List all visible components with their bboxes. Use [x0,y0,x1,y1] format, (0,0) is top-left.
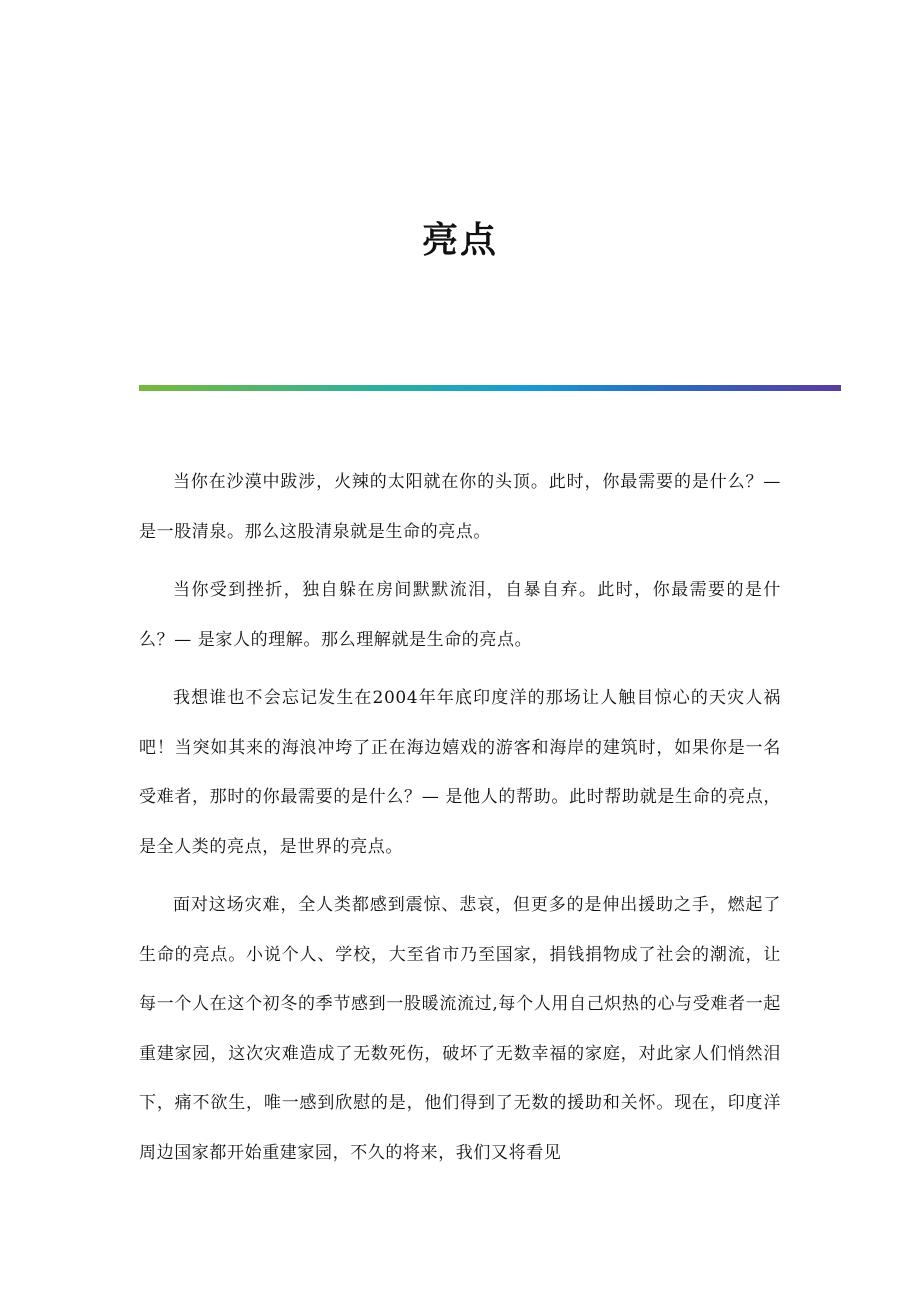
page-title: 亮点 [421,220,498,261]
article-body [139,458,781,1187]
paragraph-4: 面对这场灾难，全人类都感到震惊、悲哀，但更多的是伸出援助之手，燃起了生命的亮点。小说个人、学校，大至省市乃至国家，捐钱捐物成了社会的潮流，让每一个人在这个初冬的季节感到一股暖流流过,每个人用自己炽热的心与受难者一起重建家园，这次灾难造成了无数死伤，破坏了无数幸福的家庭，对此家人们悄然泪下，痛不欲生，唯一感到欣慰的是，他们得到了无数的援助和关怀。现在，印度洋周边国家都开始重建家园，不久的将来，我们又将看见 [139,895,781,1163]
title-divider [139,385,841,391]
paragraph-2: 当你受到挫折，独自躲在房间默默流泪，自暴自弃。此时，你最需要的是什么？— 是家人的理解。那么理解就是生命的亮点。 [139,580,781,650]
paragraph-3: 我想谁也不会忘记发生在2004年年底印度洋的那场让人触目惊心的天灾人祸吧！当突如其来的海浪冲垮了正在海边嬉戏的游客和海岸的建筑时，如果你是一名受难者，那时的你最需要的是什么？— 是他人的帮助。此时帮助就是生命的亮点，是全人类的亮点，是世界的亮点。 [139,688,781,857]
paragraph-1: 当你在沙漠中跋涉，火辣的太阳就在你的头顶。此时，你最需要的是什么？— 是一股清泉。那么这股清泉就是生命的亮点。 [139,472,781,542]
